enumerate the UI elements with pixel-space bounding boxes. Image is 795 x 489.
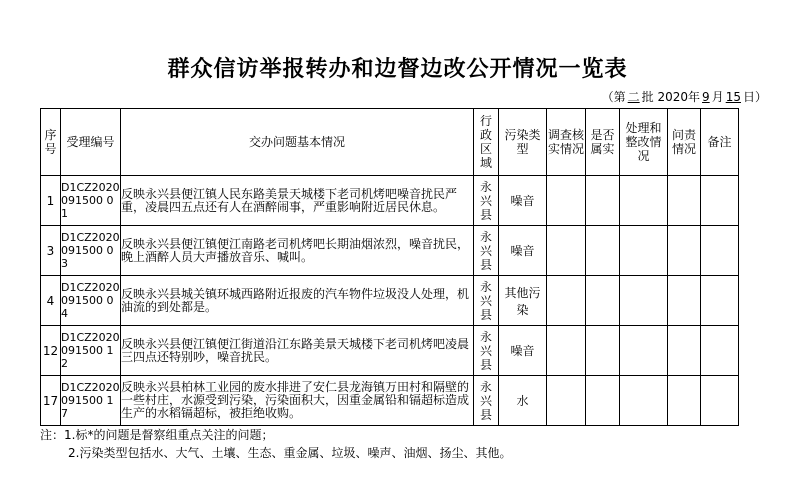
footnote-2: 2.污染类型包括水、大气、土壤、生态、重金属、垃圾、噪声、油烟、扬尘、其他。 (68, 446, 512, 460)
row-desc: 反映永兴县便江镇便江南路老司机烤吧长期油烟浓烈，噪音扰民，晚上酒醉人员大声播放音乐、喊叫。 (121, 226, 474, 276)
header-verified: 是否属实 (586, 109, 620, 176)
row-handling (620, 276, 668, 326)
row-handling (620, 376, 668, 426)
batch-year-suffix: 年 (688, 90, 701, 104)
row-verified (586, 226, 620, 276)
header-accountability: 问责情况 (668, 109, 701, 176)
row-verified (586, 176, 620, 226)
footnote-1: 注：1.标*的问题是督察组重点关注的问题； (40, 428, 274, 442)
batch-day-suffix: 日） (742, 90, 767, 104)
row-verified (586, 376, 620, 426)
row-seq: 4 (41, 276, 61, 326)
row-id: D1CZ2020091500 12 (61, 326, 121, 376)
table-row (41, 326, 739, 376)
batch-open: （第 (601, 90, 626, 104)
row-desc: 反映永兴县便江镇人民东路美景天城楼下老司机烤吧噪音扰民严重，凌晨四五点还有人在酒醉闹事，严重影响附近居民休息。 (121, 176, 474, 226)
batch-month: 9 (702, 90, 710, 104)
complaint-table (40, 108, 739, 426)
row-pollution-type: 噪音 (499, 226, 547, 276)
row-seq: 3 (41, 226, 61, 276)
row-accountability (668, 226, 701, 276)
header-investigation: 调查核实情况 (547, 109, 586, 176)
table-row (41, 176, 739, 226)
row-accountability (668, 326, 701, 376)
row-handling (620, 326, 668, 376)
batch-number: 二 (627, 90, 640, 104)
row-investigation (547, 276, 586, 326)
row-verified (586, 326, 620, 376)
row-id: D1CZ2020091500 03 (61, 226, 121, 276)
row-accountability (668, 176, 701, 226)
row-remarks (701, 276, 739, 326)
header-handling: 处理和整改情况 (620, 109, 668, 176)
row-desc: 反映永兴县城关镇环城西路附近报废的汽车物件垃圾没人处理，机油流的到处都是。 (121, 276, 474, 326)
row-pollution-type: 噪音 (499, 176, 547, 226)
row-desc: 反映永兴县柏林工业园的废水排进了安仁县龙海镇万田村和隔壁的一些村庄，水源受到污染，污染面积大，因重金属铅和镉超标造成生产的水稻镉超标，被拒绝收购。 (121, 376, 474, 426)
batch-day: 15 (725, 90, 741, 104)
row-remarks (701, 226, 739, 276)
row-accountability (668, 276, 701, 326)
table-row (41, 226, 739, 276)
table-row (41, 376, 739, 426)
row-district: 永兴县 (474, 176, 499, 226)
row-handling (620, 176, 668, 226)
batch-info (602, 88, 767, 105)
header-desc: 交办问题基本情况 (121, 109, 474, 176)
header-district: 行政区域 (474, 109, 499, 176)
row-id: D1CZ2020091500 17 (61, 376, 121, 426)
row-pollution-type: 噪音 (499, 326, 547, 376)
row-seq: 1 (41, 176, 61, 226)
row-investigation (547, 376, 586, 426)
row-remarks (701, 326, 739, 376)
row-district: 永兴县 (474, 326, 499, 376)
row-seq: 12 (41, 326, 61, 376)
row-investigation (547, 176, 586, 226)
row-desc: 反映永兴县便江镇便江街道沿江东路美景天城楼下老司机烤吧凌晨三四点还特别吵，噪音扰民。 (121, 326, 474, 376)
row-remarks (701, 376, 739, 426)
row-handling (620, 226, 668, 276)
row-investigation (547, 326, 586, 376)
row-pollution-type: 水 (499, 376, 547, 426)
batch-year: 批 2020 (641, 90, 689, 104)
row-remarks (701, 176, 739, 226)
header-remarks: 备注 (701, 109, 739, 176)
header-seq: 序号 (41, 109, 61, 176)
row-district: 永兴县 (474, 376, 499, 426)
row-accountability (668, 376, 701, 426)
header-pollution-type: 污染类型 (499, 109, 547, 176)
row-investigation (547, 226, 586, 276)
row-pollution-type: 其他污染 (499, 276, 547, 326)
header-row (41, 109, 739, 176)
table-row (41, 276, 739, 326)
row-id: D1CZ2020091500 04 (61, 276, 121, 326)
row-verified (586, 276, 620, 326)
row-district: 永兴县 (474, 226, 499, 276)
page-title: 群众信访举报转办和边督边改公开情况一览表 (167, 57, 628, 82)
row-seq: 17 (41, 376, 61, 426)
row-id: D1CZ2020091500 01 (61, 176, 121, 226)
row-district: 永兴县 (474, 276, 499, 326)
header-id: 受理编号 (61, 109, 121, 176)
batch-month-suffix: 月 (711, 90, 724, 104)
footnotes (40, 426, 511, 462)
